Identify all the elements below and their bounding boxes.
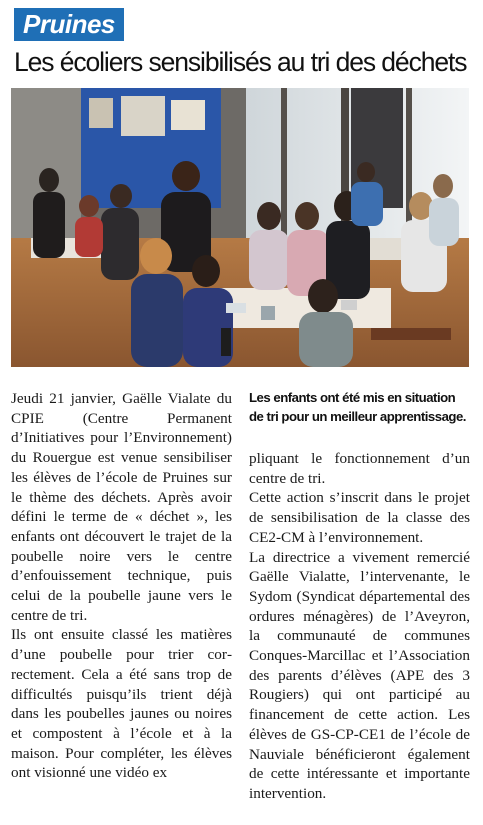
- paragraph: Cette action s’inscrit dans le projet de sensibilisation de la classe des CE2-CM à l’environnement.: [249, 489, 470, 546]
- section-kicker: Pruines: [14, 8, 124, 41]
- paragraph: Ils ont ensuite classé les matières d’une poubelle pour trier correctement. Cela a été sans trop de difficultés puisqu’ils trient déjà dans les poubelles jaunes ou noires et compostent à l’école et à la maison. Pour compléter, les élèves ont visionné une vidéo ex: [11, 626, 232, 782]
- article-headline: Les écoliers sensibilisés au tri des déchets: [14, 47, 467, 77]
- article-body-right: [249, 449, 470, 804]
- paragraph: Jeudi 21 janvier, Gaëlle Vialate du CPIE (Centre Permanent d’Initiatives pour l’Environnement) du Rouergue est venue sensibiliser les élèves de l’école de Pruines sur le thème des déchets. Après avoir défini le terme de « déchet », les enfants ont découvert le trajet de la poubelle noire vers le centre d’enfouissement technique, puis celui de la poubelle jaune vers le centre de tri.: [11, 390, 232, 624]
- paragraph: La directrice a vivement remercié Gaëlle Vialatte, l’intervenante, le Sydom (Syndicat départemental des ordures ménagères) de l’Aveyron, la communauté de communes Conques-Marcillac et l’Association des parents d’élèves (APE des 3 Rougiers) qui ont participé au financement de cette action. Les élèves de GS-CP-CE1 de l’école de Nauviale bénéficieront également de cette intéressante et importante intervention.: [249, 548, 470, 802]
- article-body-left: [11, 389, 232, 783]
- paragraph: pliquant le fonctionnement d’un centre de tri.: [249, 450, 470, 487]
- photo-caption: Les enfants ont été mis en situation de tri pour un meilleur apprentissage.: [249, 390, 466, 424]
- classroom-photo: [11, 88, 469, 367]
